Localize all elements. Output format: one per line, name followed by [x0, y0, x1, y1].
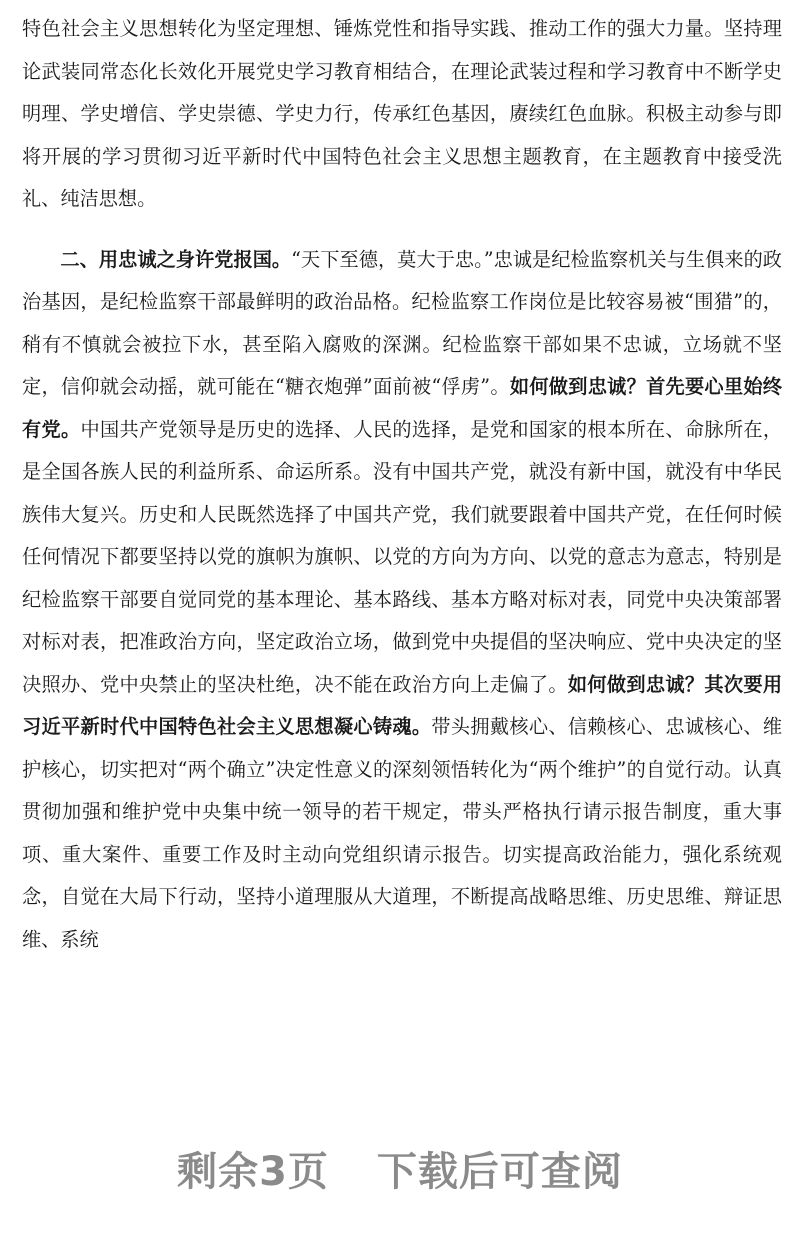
download-prompt[interactable] — [0, 1140, 800, 1197]
download-to-view-label: 下载后可查阅 — [376, 1149, 623, 1195]
bold-question-2: 如何做到忠诚？其次要用习近平新时代中国特色社会主义思想凝心铸魂。 — [22, 672, 783, 738]
paragraph-2-text-2: 中国共产党领导是历史的选择、人民的选择，是党和国家的根本所在、命脉所在，是全国各族人民的利益所系、命运所系。没有中国共产党，就没有新中国，就没有中华民族伟大复兴。历史和人民既然选择了中国共产党，我们就要跟着中国共产党，在任何时候任何情况下都要坚持以党的旗帜为旗帜、以党的方向为方向、以党的意志为意志，特别是纪检监察干部要自觉同党的基本理论、基本路线、基本方略对标对表，同党中央决策部署对标对表，把准政治方向，坚定政治立场，做到党中央提倡的坚决响应、党中央决定的坚决照办、党中央禁止的坚决杜绝，决不能在政治方向上走偏了。 — [22, 417, 783, 696]
paragraph-1: 特色社会主义思想转化为坚定理想、锤炼党性和指导实践、推动工作的强大力量。坚持理论武装同常态化长效化开展党史学习教育相结合，在理论武装过程和学习教育中不断学史明理、学史增信、学史崇德、学史力行，传承红色基因，赓续红色血脉。积极主动参与即将开展的学习贯彻习近平新时代中国特色社会主义思想主题教育，在主题教育中接受洗礼、纯洁思想。 — [22, 17, 782, 210]
paragraph-2-text-3: 带头拥戴核心、信赖核心、忠诚核心、维护核心，切实把对“两个确立”决定性意义的深刻领悟转化为“两个维护”的自觉行动。认真贯彻加强和维护党中央集中统一领导的若干规定，带头严格执行请示报告制度，重大事项、重大案件、重要工作及时主动向党组织请示报告。切实提高政治能力，强化系统观念，自觉在大局下行动，坚持小道理服从大道理，不断提高战略思维、历史思维、辩证思维、系统 — [22, 715, 783, 951]
section-heading: 二、用忠诚之身许党报国。 — [60, 247, 292, 271]
document-page — [22, 8, 782, 961]
paragraph-2-text-1: “天下至德，莫大于忠。”忠诚是纪检监察机关与生俱来的政治基因，是纪检监察干部最鲜明的政治品格。纪检监察工作岗位是比较容易被“围猎”的，稍有不慎就会被拉下水，甚至陷入腐败的深渊。纪检监察干部如果不忠诚，立场就不坚定，信仰就会动摇，就可能在“糖衣炮弹”面前被“俘虏”。 — [22, 247, 782, 398]
remaining-pages-label: 剩余3页 — [177, 1149, 329, 1195]
bold-question-1: 如何做到忠诚？首先要心里始终有党。 — [22, 375, 782, 441]
paragraph-2 — [22, 239, 782, 962]
